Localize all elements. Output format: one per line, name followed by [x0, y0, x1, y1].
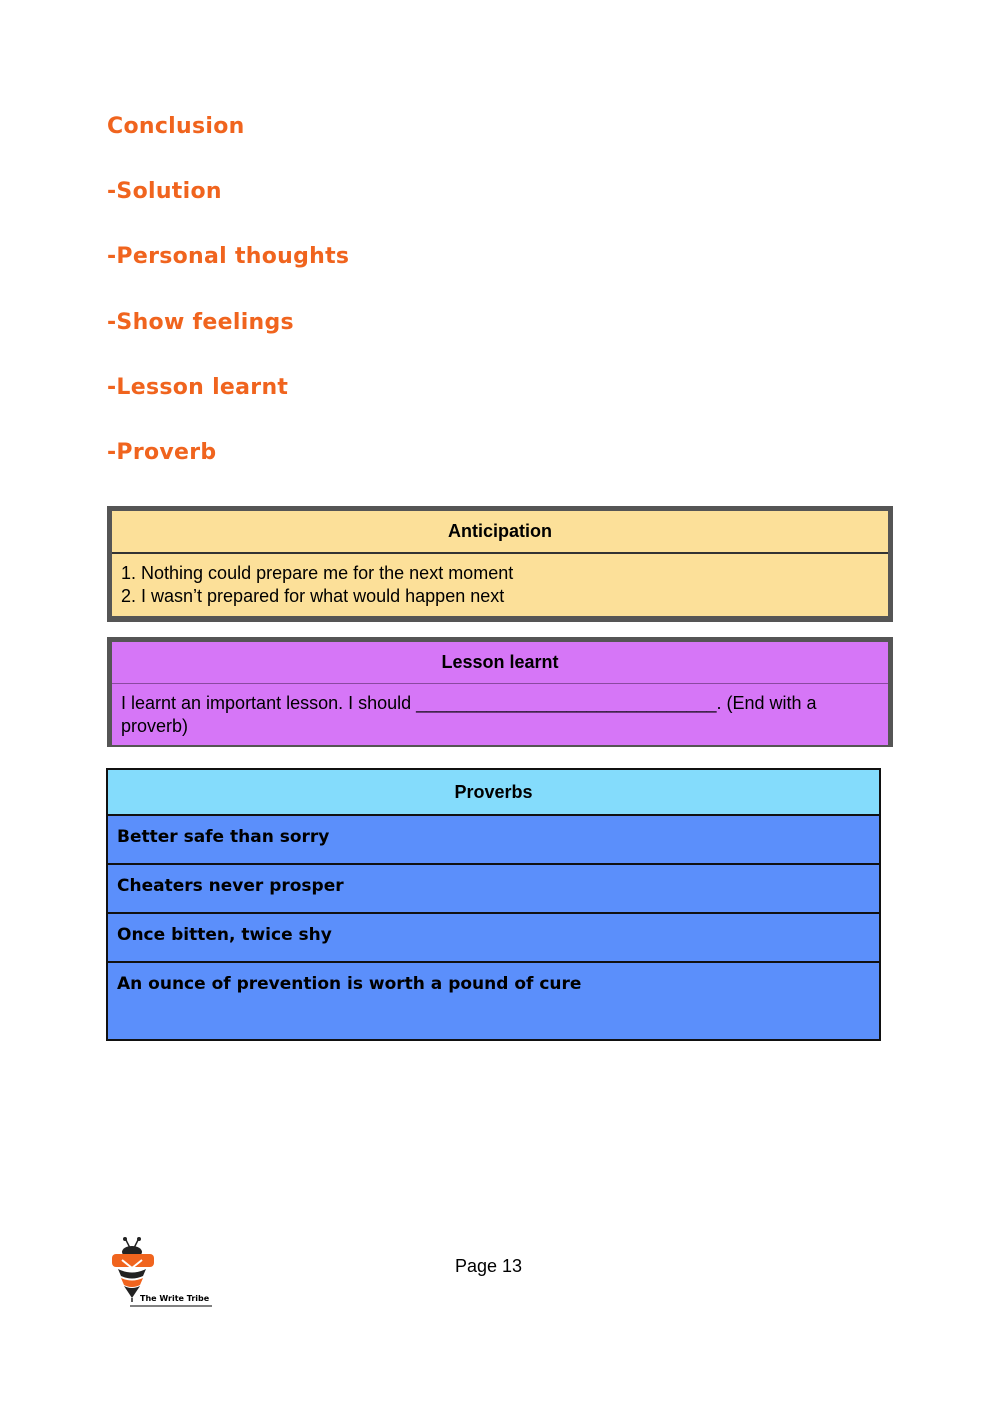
heading-lesson-learnt: -Lesson learnt: [107, 375, 289, 400]
proverb-row: Once bitten, twice shy: [108, 914, 879, 963]
heading-solution: -Solution: [107, 179, 222, 204]
lesson-learnt-box: [107, 637, 893, 747]
lesson-learnt-title: Lesson learnt: [112, 642, 888, 684]
proverbs-table: [106, 768, 881, 1041]
page-number: Page 13: [455, 1256, 523, 1276]
heading-conclusion: Conclusion: [107, 114, 245, 139]
heading-personal-thoughts: -Personal thoughts: [107, 244, 350, 269]
heading-show-feelings: -Show feelings: [107, 310, 294, 335]
proverb-row: Better safe than sorry: [108, 816, 879, 865]
proverb-row: An ounce of prevention is worth a pound of cure: [117, 974, 582, 994]
heading-proverb: -Proverb: [107, 440, 217, 465]
proverb-row: Cheaters never prosper: [108, 865, 879, 914]
anticipation-line: 1. Nothing could prepare me for the next moment: [121, 563, 514, 583]
logo-text: The Write Tribe: [140, 1294, 210, 1303]
anticipation-line: 2. I wasn’t prepared for what would happen next: [121, 586, 505, 606]
anticipation-body: [112, 554, 888, 608]
lesson-learnt-text: I learnt an important lesson. I should ______________________________. (End with a proverb): [121, 693, 817, 736]
proverbs-title: Proverbs: [108, 770, 879, 816]
write-tribe-logo: [108, 1236, 216, 1308]
anticipation-title: Anticipation: [112, 511, 888, 554]
anticipation-box: [107, 506, 893, 622]
